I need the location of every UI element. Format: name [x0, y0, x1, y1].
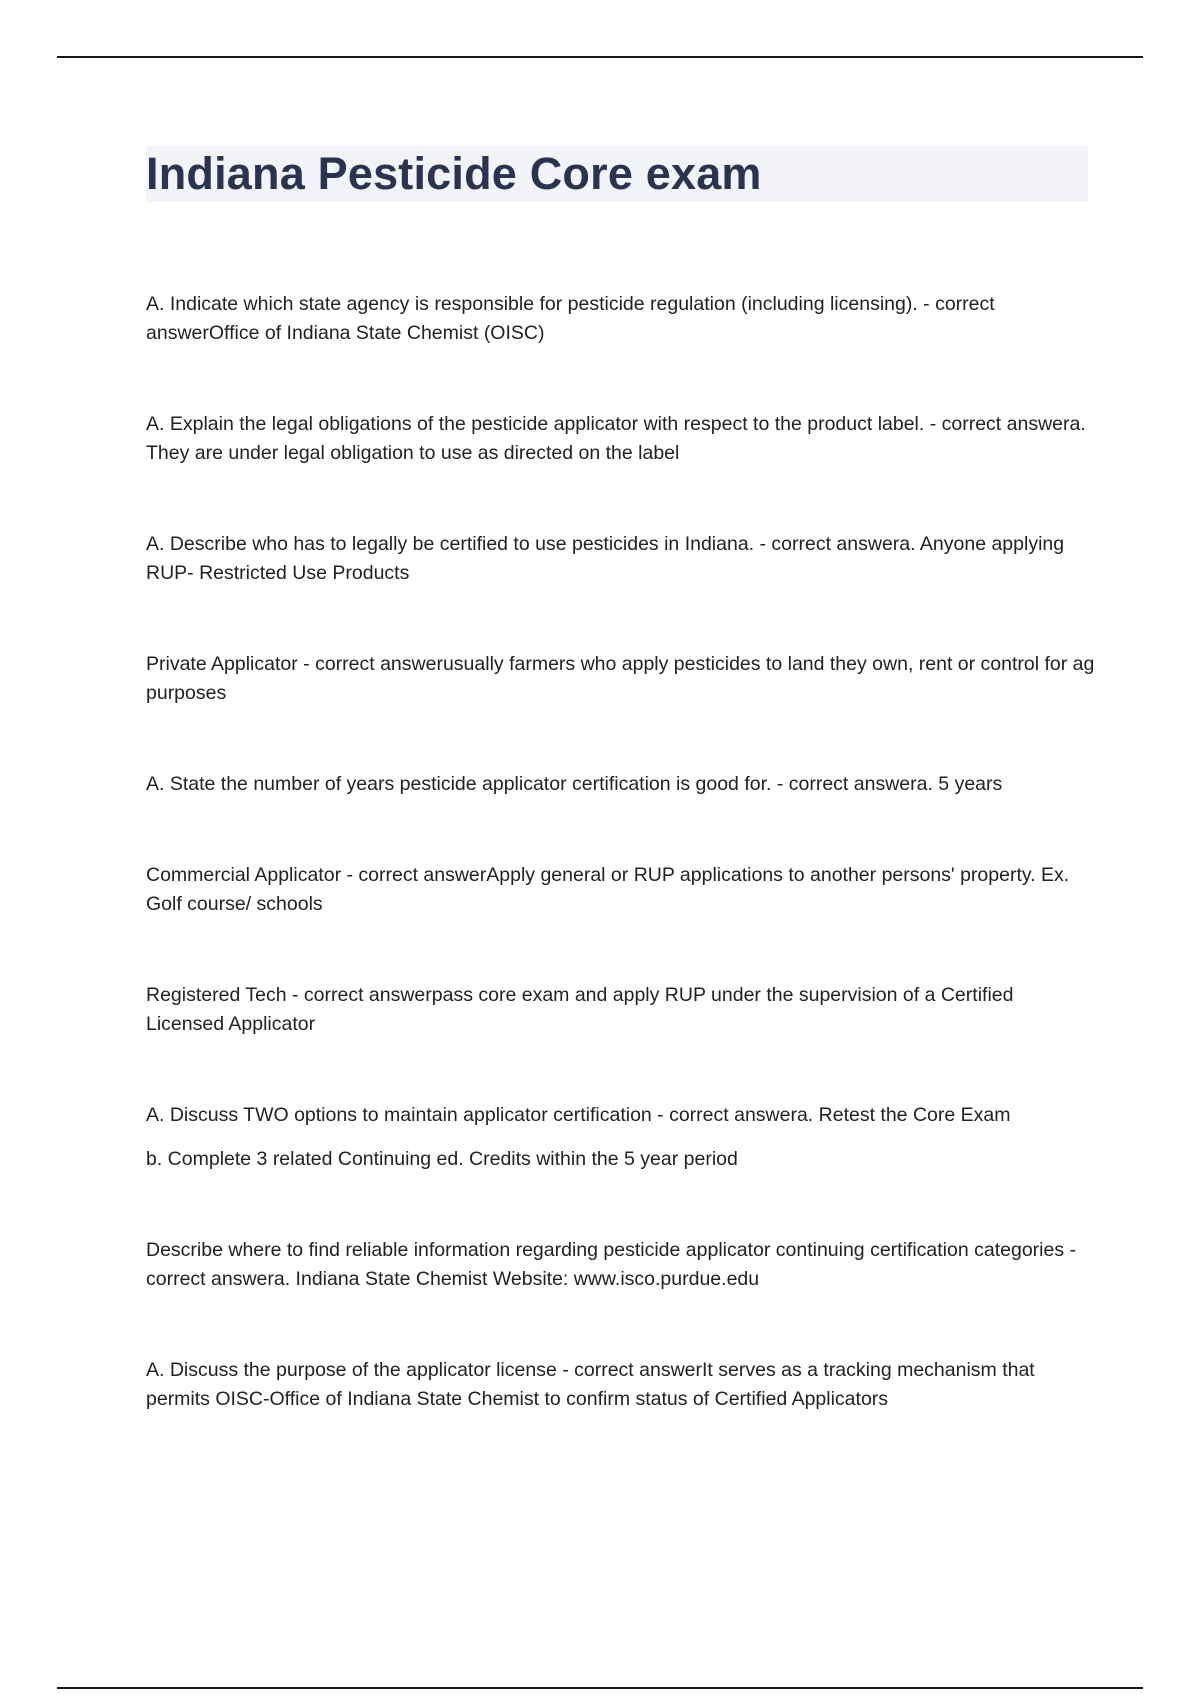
qa-item: Commercial Applicator - correct answerApply general or RUP applications to another persons' property. Ex. Golf course/ schools — [146, 864, 1070, 915]
qa-item: A. State the number of years pesticide applicator certification is good for. - correct answera. 5 years — [146, 773, 1003, 795]
qa-item: Describe where to find reliable information regarding pesticide applicator continuing certification categories - correct answera. Indiana State Chemist Website: www.isco.purdue.edu — [146, 1239, 1076, 1290]
qa-item: A. Describe who has to legally be certified to use pesticides in Indiana. - correct answera. Anyone applying RUP- Restricted Use Products — [146, 533, 1065, 584]
qa-item: A. Discuss TWO options to maintain applicator certification - correct answera. Retest the Core Exam — [146, 1104, 1011, 1126]
page-title: Indiana Pesticide Core exam — [146, 148, 762, 199]
qa-list — [146, 290, 1096, 1414]
qa-item: b. Complete 3 related Continuing ed. Credits within the 5 year period — [146, 1148, 738, 1170]
qa-item: Private Applicator - correct answerusually farmers who apply pesticides to land they own, rent or control for ag purposes — [146, 653, 1095, 704]
qa-item: A. Discuss the purpose of the applicator license - correct answerIt serves as a tracking mechanism that permits OISC-Office of Indiana State Chemist to confirm status of Certified Applicators — [146, 1359, 1035, 1410]
header-rule — [57, 56, 1143, 58]
qa-item: Registered Tech - correct answerpass core exam and apply RUP under the supervision of a Certified Licensed Applicator — [146, 984, 1014, 1035]
qa-item: A. Indicate which state agency is responsible for pesticide regulation (including licensing). - correct answerOffice of Indiana State Chemist (OISC) — [146, 293, 995, 344]
footer-rule — [57, 1687, 1143, 1689]
qa-item: A. Explain the legal obligations of the pesticide applicator with respect to the product label. - correct answera. They are under legal obligation to use as directed on the label — [146, 413, 1086, 464]
